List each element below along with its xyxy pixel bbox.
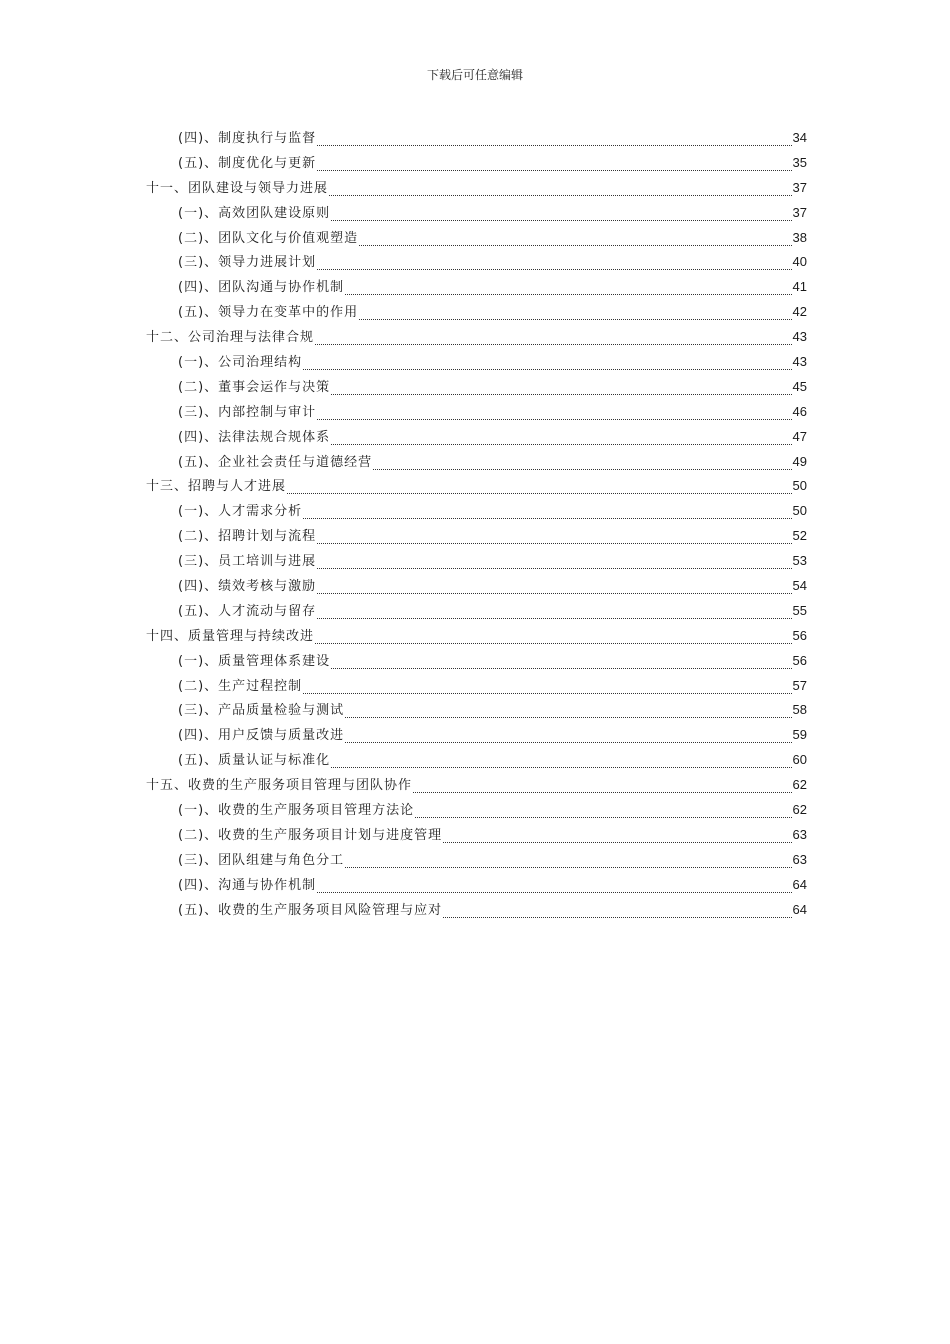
toc-page-number: 63 <box>792 851 807 867</box>
toc-page-number: 63 <box>792 826 807 842</box>
toc-entry-title: (五)、收费的生产服务项目风险管理与应对 <box>178 902 443 918</box>
toc-page-number: 34 <box>792 130 807 145</box>
toc-section-entry[interactable] <box>146 375 807 400</box>
toc-dot-leader <box>331 668 791 669</box>
toc-page-number: 55 <box>792 602 807 618</box>
toc-dot-leader <box>359 319 791 320</box>
toc-entry-title: (五)、人才流动与留存 <box>178 603 317 619</box>
toc-entry-title: (二)、团队文化与价值观塑造 <box>178 230 359 246</box>
toc-entry-title: (五)、领导力在变革中的作用 <box>178 305 359 321</box>
toc-dot-leader <box>317 170 791 171</box>
toc-page-number: 45 <box>792 378 807 394</box>
toc-page-number: 50 <box>792 478 807 494</box>
toc-page-number: 56 <box>792 652 807 668</box>
toc-dot-leader <box>315 344 792 345</box>
toc-page-number: 60 <box>792 752 807 768</box>
toc-entry-title: (一)、质量管理体系建设 <box>178 653 331 669</box>
toc-section-entry[interactable] <box>146 649 807 674</box>
toc-dot-leader <box>415 817 791 818</box>
toc-page-number: 38 <box>792 229 807 245</box>
page-header: 下载后可任意编辑 <box>426 68 523 82</box>
toc-section-entry[interactable] <box>146 674 807 699</box>
toc-dot-leader <box>303 518 791 519</box>
toc-dot-leader <box>359 245 791 246</box>
toc-dot-leader <box>303 693 791 694</box>
toc-page-number: 41 <box>792 279 807 295</box>
toc-chapter-entry[interactable] <box>146 325 807 350</box>
toc-entry-title: (四)、用户反馈与质量改进 <box>178 728 345 744</box>
toc-entry-title: (三)、领导力进展计划 <box>178 255 317 271</box>
toc-entry-title: (一)、人才需求分析 <box>178 504 303 520</box>
toc-chapter-entry[interactable] <box>146 624 807 649</box>
toc-section-entry[interactable] <box>146 250 807 275</box>
toc-page-number: 62 <box>792 802 807 818</box>
toc-page-number: 50 <box>792 503 807 519</box>
toc-entry-title: (二)、收费的生产服务项目计划与进度管理 <box>178 827 443 843</box>
toc-dot-leader <box>443 842 791 843</box>
toc-page-number: 37 <box>792 204 807 220</box>
toc-section-entry[interactable] <box>146 400 807 425</box>
toc-dot-leader <box>317 593 791 594</box>
toc-entry-title: (四)、沟通与协作机制 <box>178 877 317 893</box>
toc-dot-leader <box>345 742 791 743</box>
toc-page-number: 47 <box>792 428 807 444</box>
toc-page-number: 62 <box>792 777 807 793</box>
toc-dot-leader <box>331 444 791 445</box>
toc-dot-leader <box>345 717 791 718</box>
toc-entry-title: (二)、生产过程控制 <box>178 678 303 694</box>
toc-section-entry[interactable] <box>146 848 807 873</box>
toc-section-entry[interactable] <box>146 823 807 848</box>
toc-dot-leader <box>317 419 791 420</box>
toc-dot-leader <box>329 195 792 196</box>
toc-section-entry[interactable] <box>146 798 807 823</box>
toc-section-entry[interactable] <box>146 151 807 176</box>
toc-dot-leader <box>317 543 791 544</box>
toc-page-number: 64 <box>792 876 807 892</box>
toc-section-entry[interactable] <box>146 226 807 251</box>
toc-section-entry[interactable] <box>146 599 807 624</box>
toc-section-entry[interactable] <box>146 549 807 574</box>
toc-dot-leader <box>287 493 792 494</box>
toc-section-entry[interactable] <box>146 748 807 773</box>
toc-dot-leader <box>345 867 791 868</box>
toc-dot-leader <box>345 294 791 295</box>
toc-section-entry[interactable] <box>146 898 807 923</box>
toc-page-number: 43 <box>792 354 807 370</box>
toc-entry-title: 十五、收费的生产服务项目管理与团队协作 <box>146 778 413 794</box>
toc-page-number: 52 <box>792 528 807 544</box>
toc-entry-title: (一)、高效团队建设原则 <box>178 205 331 221</box>
toc-entry-title: (四)、绩效考核与激励 <box>178 579 317 595</box>
toc-entry-title: 十三、招聘与人才进展 <box>146 479 287 495</box>
toc-entry-title: (三)、内部控制与审计 <box>178 404 317 420</box>
toc-entry-title: 十二、公司治理与法律合规 <box>146 330 315 346</box>
toc-dot-leader <box>331 767 791 768</box>
toc-section-entry[interactable] <box>146 275 807 300</box>
toc-entry-title: (三)、团队组建与角色分工 <box>178 852 345 868</box>
toc-chapter-entry[interactable] <box>146 474 807 499</box>
toc-chapter-entry[interactable] <box>146 773 807 798</box>
toc-page-number: 53 <box>792 553 807 569</box>
toc-entry-title: (五)、制度优化与更新 <box>178 155 317 171</box>
toc-entry-title: (四)、制度执行与监督 <box>178 131 317 146</box>
toc-entry-title: (一)、收费的生产服务项目管理方法论 <box>178 803 415 819</box>
toc-section-entry[interactable] <box>146 300 807 325</box>
toc-section-entry[interactable] <box>146 450 807 475</box>
toc-section-entry[interactable] <box>146 574 807 599</box>
toc-dot-leader <box>315 643 792 644</box>
toc-entry-title: (四)、团队沟通与协作机制 <box>178 280 345 296</box>
toc-entry-title: (一)、公司治理结构 <box>178 355 303 371</box>
toc-section-entry[interactable] <box>146 698 807 723</box>
toc-dot-leader <box>443 917 791 918</box>
toc-page-number: 43 <box>792 329 807 345</box>
toc-entry-title: (三)、产品质量检验与测试 <box>178 703 345 719</box>
toc-section-entry[interactable] <box>146 126 807 151</box>
toc-chapter-entry[interactable] <box>146 176 807 201</box>
toc-page-number: 42 <box>792 304 807 320</box>
toc-page-number: 56 <box>792 627 807 643</box>
toc-section-entry[interactable] <box>146 350 807 375</box>
toc-dot-leader <box>317 568 791 569</box>
toc-page-number: 46 <box>792 403 807 419</box>
toc-dot-leader <box>373 469 791 470</box>
toc-entry-title: (三)、员工培训与进展 <box>178 554 317 570</box>
toc-page-number: 35 <box>792 154 807 170</box>
toc-dot-leader <box>317 892 791 893</box>
toc-page-number: 64 <box>792 901 807 917</box>
toc-entry-title: 十一、团队建设与领导力进展 <box>146 180 329 196</box>
toc-page-number: 58 <box>792 702 807 718</box>
toc-dot-leader <box>303 369 791 370</box>
toc-section-entry[interactable] <box>146 723 807 748</box>
toc-dot-leader <box>331 394 791 395</box>
toc-dot-leader <box>317 618 791 619</box>
toc-entry-title: (四)、法律法规合规体系 <box>178 429 331 445</box>
toc-section-entry[interactable] <box>146 201 807 226</box>
toc-page-number: 54 <box>792 578 807 594</box>
toc-entry-title: (五)、企业社会责任与道德经营 <box>178 454 373 470</box>
toc-entry-title: (二)、董事会运作与决策 <box>178 379 331 395</box>
toc-dot-leader <box>317 269 791 270</box>
toc-page-number: 40 <box>792 254 807 270</box>
toc-page-number: 49 <box>792 453 807 469</box>
toc-entry-title: 十四、质量管理与持续改进 <box>146 628 315 644</box>
toc-page-number: 37 <box>792 179 807 195</box>
toc-dot-leader <box>331 220 791 221</box>
toc-section-entry[interactable] <box>146 499 807 524</box>
toc-dot-leader <box>317 145 791 146</box>
toc-page-number: 57 <box>792 677 807 693</box>
toc-page-number: 59 <box>792 727 807 743</box>
toc-section-entry[interactable] <box>146 873 807 898</box>
toc-section-entry[interactable] <box>146 524 807 549</box>
toc-entry-title: (五)、质量认证与标准化 <box>178 753 331 769</box>
toc-dot-leader <box>413 792 792 793</box>
table-of-contents <box>146 126 807 923</box>
toc-section-entry[interactable] <box>146 425 807 450</box>
toc-entry-title: (二)、招聘计划与流程 <box>178 529 317 545</box>
